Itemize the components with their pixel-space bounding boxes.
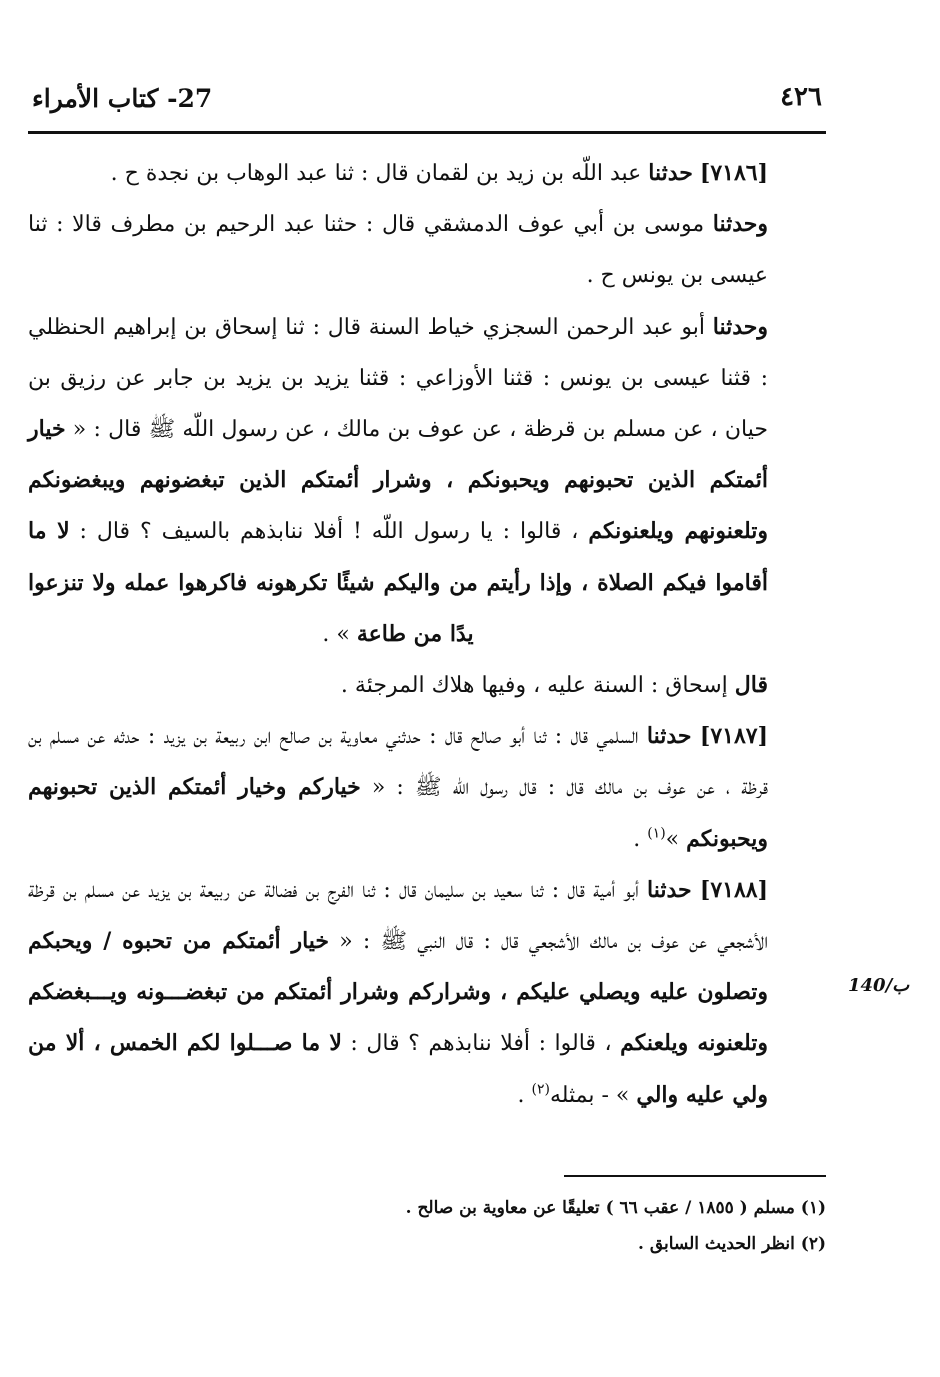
closing-text: » - بمثله [549, 1082, 637, 1108]
page-header [28, 82, 826, 122]
narration-keyword: وحدثنا [712, 313, 768, 340]
footnote-ref[interactable]: (١) [647, 825, 666, 842]
footnotes [28, 1190, 826, 1262]
closing-text: . [517, 1082, 532, 1108]
isnad-text: السلمي قال : ثنا أبو صالح قال : حدثني معاوية بن صالح ابن ربيعة بن يزيد : حدثه عن مسلم بن قرظة ، عن عوف بن مالك قال : قال رسول اللّه ﷺ : « [28, 724, 768, 801]
hadith-7187 [28, 711, 826, 865]
hadith-7186 [28, 148, 826, 199]
manuscript-folio-note: 140/ب [848, 975, 910, 996]
isnad-text: أبو أمية قال : ثنا سعيد بن سليمان قال : ثنا الفرج بن فضالة عن ربيعة بن يزيد عن مسلم بن قرظة الأشجعي عن عوف بن مالك الأشجعي قال : قال النبي ﷺ : « [28, 877, 769, 955]
narration-keyword: حدثنا [646, 723, 692, 750]
main-text [28, 148, 826, 1121]
page-number: ٤٢٦ [780, 82, 822, 112]
narration-keyword: حدثنا [648, 160, 693, 186]
isnad-text: عبد اللّه بن زيد بن لقمان قال : ثنا عبد الوهاب بن نجدة ح . [110, 161, 649, 186]
hadith-number: [٧١٨٧] [699, 723, 769, 750]
footnote: (٢) انظر الحديث السابق . [638, 1234, 826, 1254]
matn-text: لا ما صـــلوا لكم الخمس ، ألا من ولي عليه والي [28, 1030, 768, 1108]
commentary-text: إسحاق : السنة عليه ، وفيها هلاك المرجئة . [340, 673, 735, 699]
hadith-7188 [28, 865, 826, 1121]
narration-keyword: حدثنا [647, 876, 692, 903]
commentary-paragraph [28, 660, 826, 711]
closing-text: » . [322, 621, 357, 647]
matn-text: خيار أئمتكم من تحبوه / ويحبكم وتصلون عليه ويصلي عليكم ، وشراركم وشرار أئمتكم من تبغضـــونه ويـــبغضكم وتلعنونه ويلعنكم [28, 928, 768, 1057]
hadith-number: [٧١٨٦] [699, 160, 768, 186]
isnad-paragraph [28, 199, 826, 301]
running-title: 27- كتاب الأمراء [32, 84, 213, 113]
footnote-rule [564, 1175, 826, 1177]
connector-text: ، قالوا : يا رسول اللّه ! أفلا ننابذهم بالسيف ؟ قال : [69, 519, 589, 545]
closing-text: . [633, 826, 648, 852]
matn-text: خيار أئمتكم الذين تحبونهم ويحبونكم ، وشرار أئمتكم الذين تبغضونهم ويبغضونكم وتلعنونهم ويلعنونكم [28, 416, 769, 545]
footnote: (١) مسلم ( ١٨٥٥ / عقب ٦٦ ) تعليقًا عن معاوية بن صالح . [405, 1198, 826, 1218]
matn-text: لا ما أقاموا فيكم الصلاة ، وإذا رأيتم من واليكم شيئًا تكرهونه فاكرهوا عمله ولا تنزعوا يدًا من طاعة [28, 518, 768, 647]
closing-text: » [665, 826, 687, 852]
isnad-text: أبو عبد الرحمن السجزي خياط السنة قال : ثنا إسحاق بن إبراهيم الحنظلي : قثنا عيسى بن يونس : قثنا الأوزاعي : قثنا يزيد بن يزيد بن جابر عن رزيق بن حيان ، عن مسلم بن قرظة ، عن عوف بن مالك ، عن رسول اللّه ﷺ قال : « [28, 314, 768, 443]
matn-text: خياركم وخيار أئمتكم الذين تحبونهم ويحبونكم [28, 774, 768, 852]
header-rule [28, 131, 826, 134]
hadith-text-paragraph [28, 302, 826, 660]
hadith-number: [٧١٨٨] [699, 876, 768, 903]
connector-text: ، قالوا : أفلا ننابذهم ؟ قال : [341, 1031, 621, 1057]
isnad-text: موسى بن أبي عوف الدمشقي قال : حثنا عبد الرحيم بن مطرف قالا : ثنا عيسى بن يونس ح . [28, 212, 768, 289]
narration-keyword: قال [734, 672, 768, 699]
footnote-ref[interactable]: (٢) [531, 1081, 550, 1098]
narration-keyword: وحدثنا [712, 211, 768, 238]
